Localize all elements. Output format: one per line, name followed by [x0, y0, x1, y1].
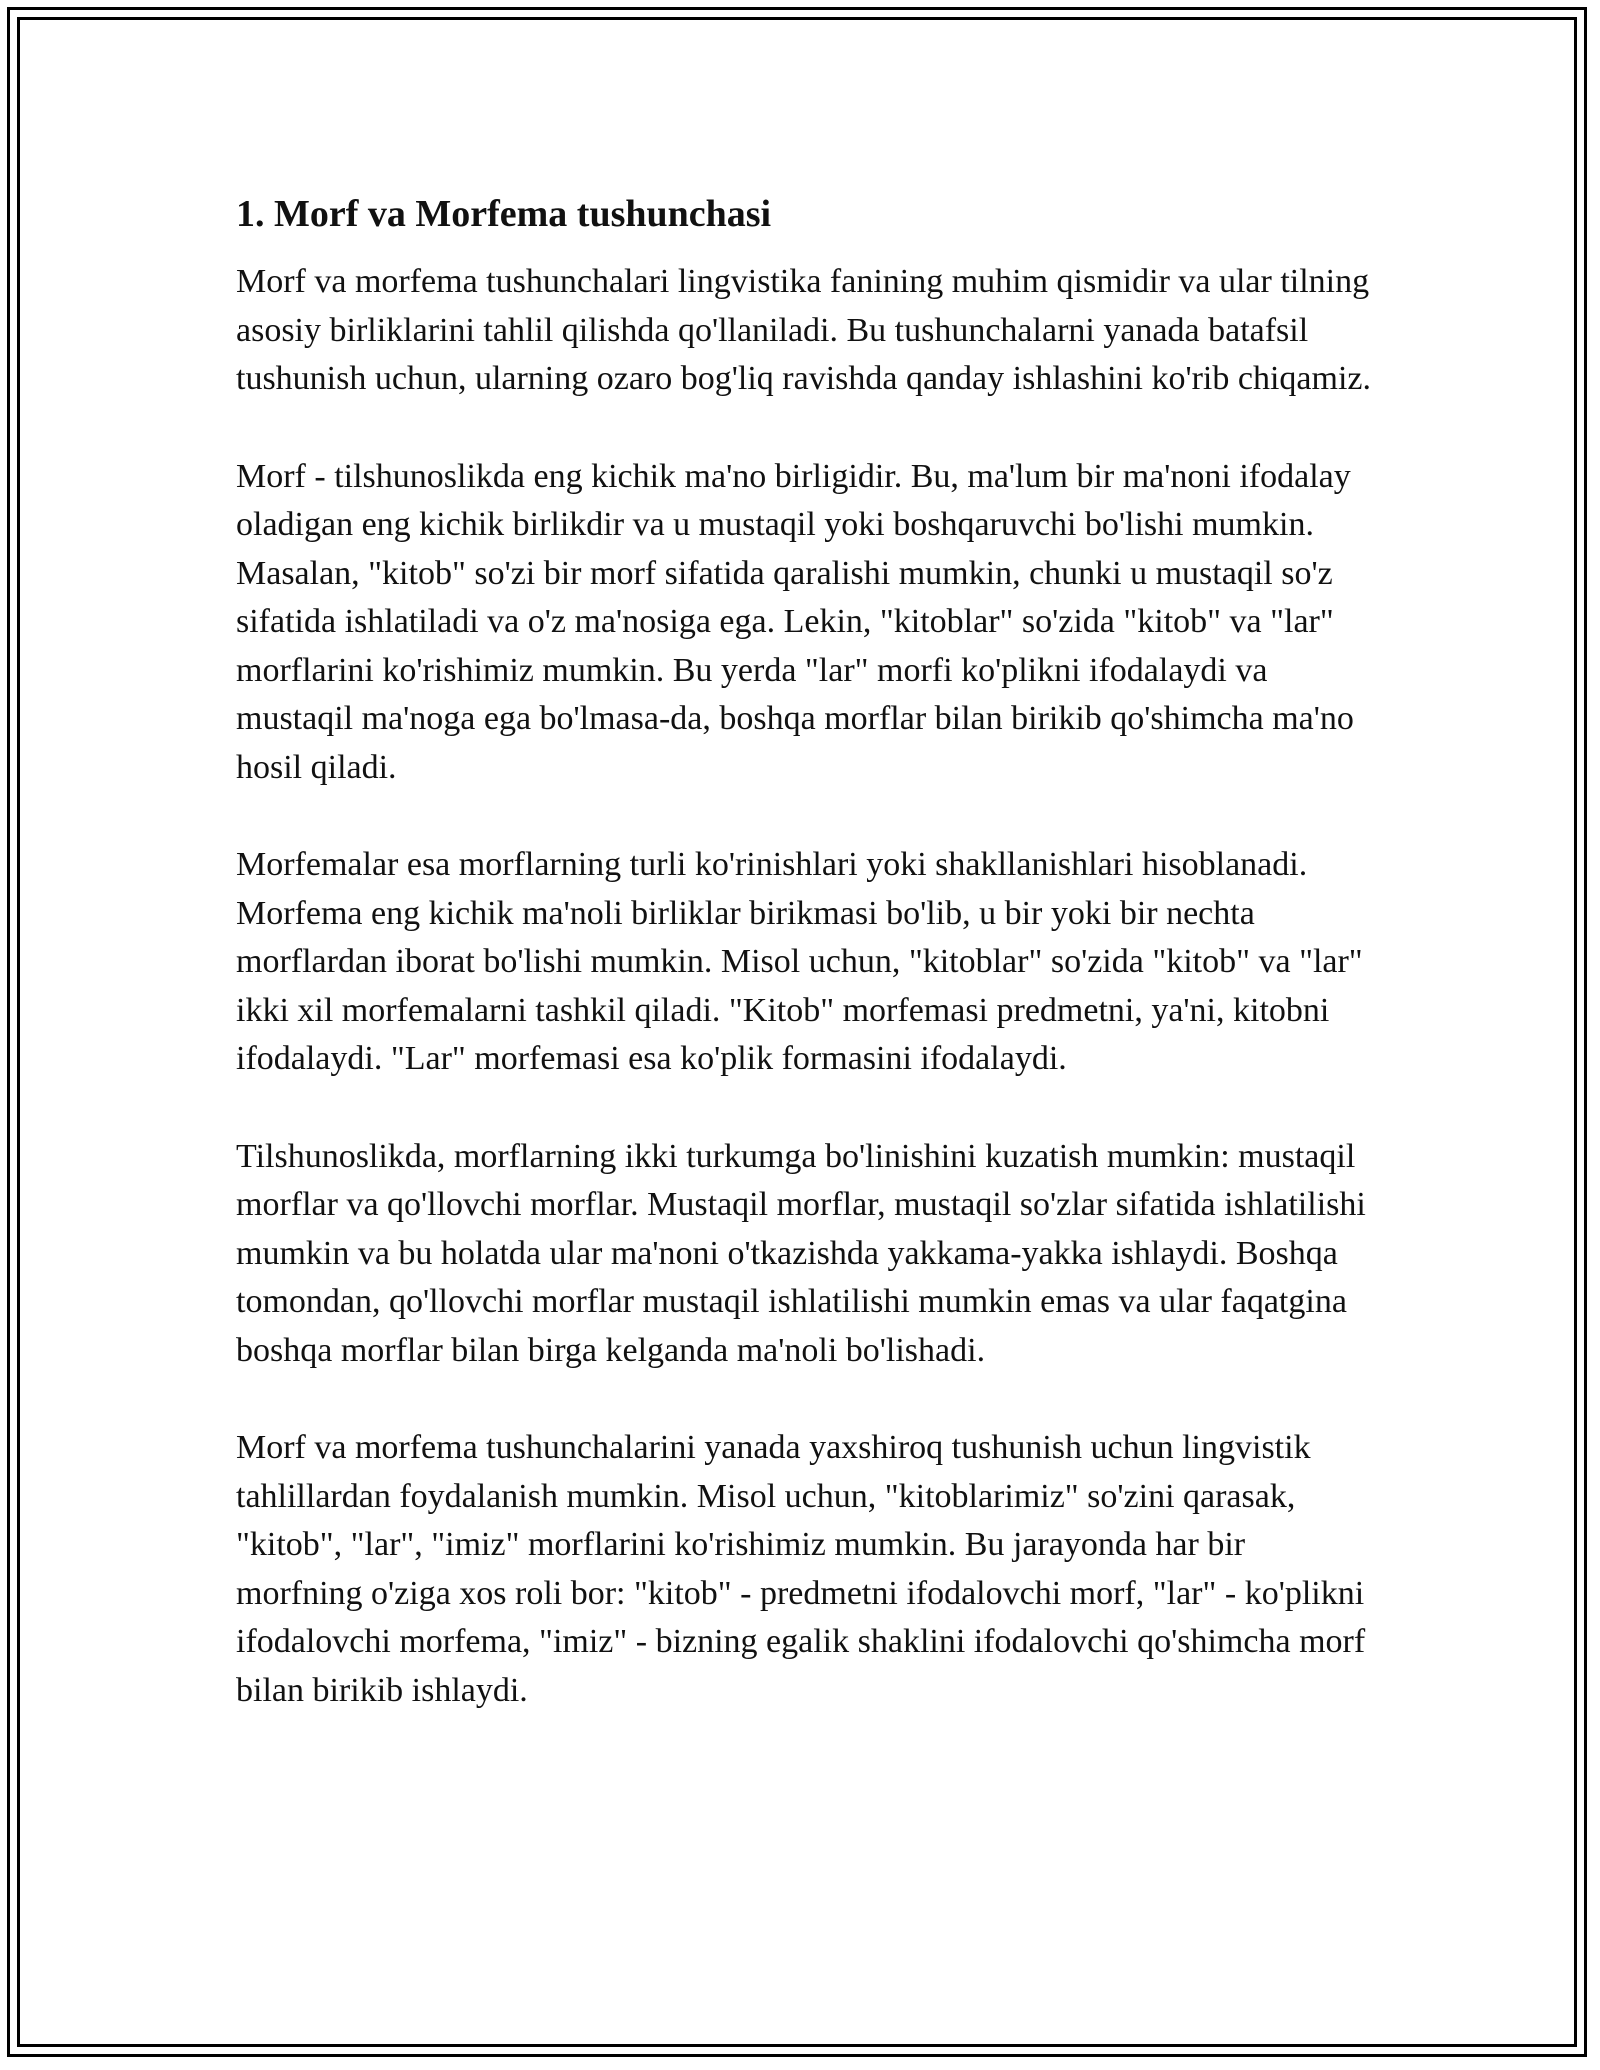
paragraph-morf: Morf - tilshunoslikda eng kichik ma'no birligidir. Bu, ma'lum bir ma'noni ifodalay oladigan eng kichik birlikdir va u mustaqil yoki boshqaruvchi bo'lishi mumkin. Masalan, "kitob" so'zi bir morf sifatida qaralishi mumkin, chunki u mustaqil so'z sifatida ishlatiladi va o'z ma'nosiga ega. Lekin, "kitoblar" so'zida "kitob" va "lar" morflarini ko'rishimiz mumkin. Bu yerda "lar" morfi ko'plikni ifodalaydi va mustaqil ma'noga ega bo'lmasa-da, boshqa morflar bilan birikib qo'shimcha ma'no hosil qiladi.	[236, 457, 1354, 786]
paragraph-intro: Morf va morfema tushunchalari lingvistika fanining muhim qismidir va ular tilning asosiy birliklarini tahlil qilishda qo'llaniladi. Bu tushunchalarni yanada batafsil tushunish uchun, ularning ozaro bog'liq ravishda qanday ishlashini ko'rib chiqamiz.	[236, 263, 1371, 397]
paragraph-analysis: Morf va morfema tushunchalarini yanada yaxshiroq tushunish uchun lingvistik tahlillardan foydalanish mumkin. Misol uchun, "kitoblarimiz" so'zini qarasak, "kitob", "lar", "imiz" morflarini ko'rishimiz mumkin. Bu jarayonda har bir morfning o'ziga xos roli bor: "kitob" - predmetni ifodalovchi morf, "lar" - ko'plikni ifodalovchi morfema, "imiz" - bizning egalik shaklini ifodalovchi qo'shimcha morf bilan birikib ishlaydi.	[236, 1429, 1366, 1709]
paragraph-morfema: Morfemalar esa morflarning turli ko'rinishlari yoki shakllanishlari hisoblanadi. Morfema eng kichik ma'noli birliklar birikmasi bo'lib, u bir yoki bir nechta morflardan iborat bo'lishi mumkin. Misol uchun, "kitoblar" so'zida "kitob" va "lar" ikki xil morfemalarni tashkil qiladi. "Kitob" morfemasi predmetni, ya'ni, kitobni ifodalaydi. "Lar" morfemasi esa ko'plik formasini ifodalaydi.	[236, 846, 1363, 1077]
paragraph-morf-types: Tilshunoslikda, morflarning ikki turkumga bo'linishini kuzatish mumkin: mustaqil morflar va qo'llovchi morflar. Mustaqil morflar, mustaqil so'zlar sifatida ishlatilishi mumkin va bu holatda ular ma'noni o'tkazishda yakkama-yakka ishlaydi. Boshqa tomondan, qo'llovchi morflar mustaqil ishlatilishi mumkin emas va ular faqatgina boshqa morflar bilan birga kelganda ma'noli bo'lishadi.	[236, 1137, 1366, 1369]
section-heading: 1. Morf va Morfema tushunchasi	[236, 193, 772, 235]
document-body	[236, 190, 1376, 1764]
